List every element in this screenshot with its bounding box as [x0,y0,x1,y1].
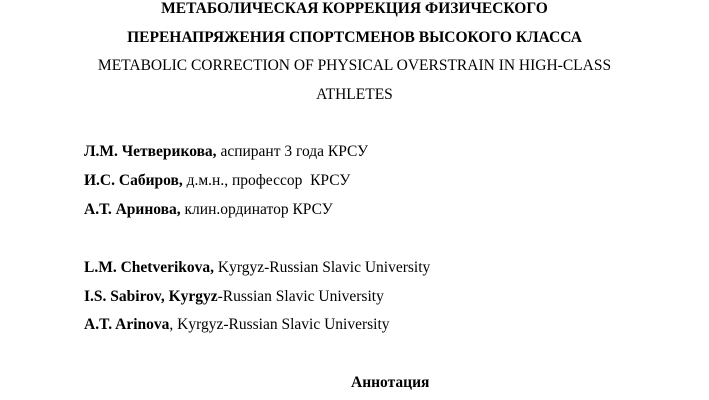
title-ru-line-2: ПЕРЕНАПРЯЖЕНИЯ СПОРТСМЕНОВ ВЫСОКОГО КЛАССА [127,29,582,46]
author-affiliation: аспирант 3 года КРСУ [216,143,369,160]
author-name: A.T. Arinova [84,316,170,333]
author-name: А.Т. Аринова, [84,201,181,218]
author-ru-3 [84,200,333,220]
author-en-2 [84,287,384,307]
title-ru-line-1: МЕТАБОЛИЧЕСКАЯ КОРРЕКЦИЯ ФИЗИЧЕСКОГО [161,0,548,17]
author-ru-1 [84,142,368,162]
title-en-line-2: ATHLETES [316,86,393,103]
author-name: Л.М. Четверикова, [84,143,217,160]
author-affiliation: Kyrgyz-Russian Slavic University [214,259,431,276]
abstract-heading-text: Аннотация [351,374,430,391]
author-name: L.M. Chetverikova, [84,259,215,276]
author-affiliation: клин.ординатор КРСУ [180,201,333,218]
title-en-line-1: METABOLIC CORRECTION OF PHYSICAL OVERSTRAIN IN HIGH-CLASS [97,57,612,74]
author-affiliation: -Russian Slavic University [217,288,384,305]
author-name: I.S. Sabirov, Kyrgyz [84,288,218,305]
author-affiliation: , Kyrgyz-Russian Slavic University [169,316,390,333]
author-name: И.С. Сабиров, [84,172,183,189]
author-en-1 [84,258,430,278]
author-affiliation: д.м.н., профессор КРСУ [182,172,351,189]
author-ru-2 [84,171,350,191]
author-en-3 [84,315,390,335]
